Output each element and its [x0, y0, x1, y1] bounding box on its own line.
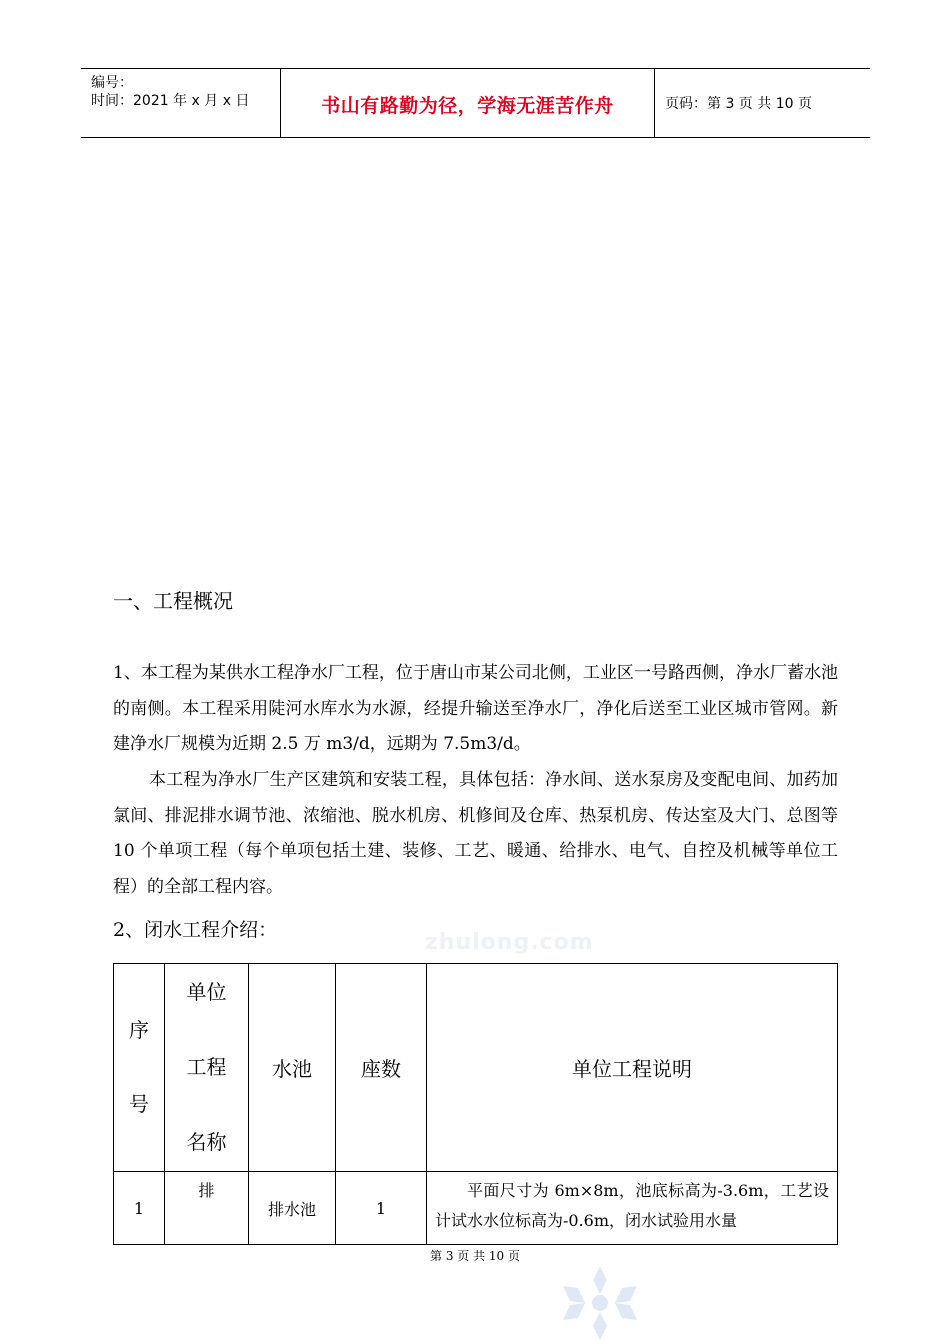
cell-count: 1	[336, 1172, 427, 1245]
table-header-row	[114, 964, 838, 1172]
cell-pool: 排水池	[249, 1172, 336, 1245]
page-footer: 第 3 页 共 10 页	[430, 1249, 520, 1263]
document-header	[81, 68, 870, 138]
header-info-cell	[81, 69, 281, 137]
page-label: 页码：第 3 页 共 10 页	[665, 96, 812, 112]
time-label: 时间：2021 年 x 月 x 日	[91, 93, 250, 109]
header-seq: 序 号	[114, 964, 165, 1172]
watermark-text: zhulong.com	[425, 930, 594, 955]
cell-unit: 排	[165, 1172, 249, 1245]
section-subtitle: 2、闭水工程介绍：	[113, 919, 278, 941]
paragraph: 本工程为净水厂生产区建筑和安装工程，具体包括：净水间、送水泵房及变配电间、加药加氯间、排泥排水调节池、浓缩池、脱水机房、机修间及仓库、热泵机房、传达室及大门、总图等 10 个单项工程（每个单项包括土建、装修、工艺、暖通、给排水、电气、自控及机械等单位工程）的全部工程内容。	[113, 770, 838, 897]
table-row	[114, 1172, 838, 1245]
paragraph: 1、本工程为某供水工程净水厂工程，位于唐山市某公司北侧，工业区一号路西侧，净水厂蓄水池的南侧。本工程采用陡河水库水为水源，经提升输送至净水厂，净化后送至工业区城市管网。新建净水厂规模为近期 2.5 万 m3/d，远期为 7.5m3/d。	[113, 663, 838, 754]
header-unit-name: 单位 工程 名称	[165, 964, 249, 1172]
header-desc: 单位工程说明	[427, 964, 838, 1172]
closed-water-test-table	[113, 963, 838, 1245]
header-count: 座数	[336, 964, 427, 1172]
header-page-cell	[655, 69, 870, 137]
snowflake-logo-icon	[555, 1262, 645, 1344]
number-label: 编号：	[91, 75, 133, 91]
motto-text: 书山有路勤为径，学海无涯苦作舟	[321, 95, 614, 117]
cell-seq: 1	[114, 1172, 165, 1245]
section-title: 一、工程概况	[113, 589, 233, 613]
header-motto-cell	[281, 69, 655, 137]
header-pool: 水池	[249, 964, 336, 1172]
cell-desc: 平面尺寸为 6m×8m，池底标高为-3.6m，工艺设计试水水位标高为-0.6m，闭水试验用水量	[427, 1172, 838, 1245]
